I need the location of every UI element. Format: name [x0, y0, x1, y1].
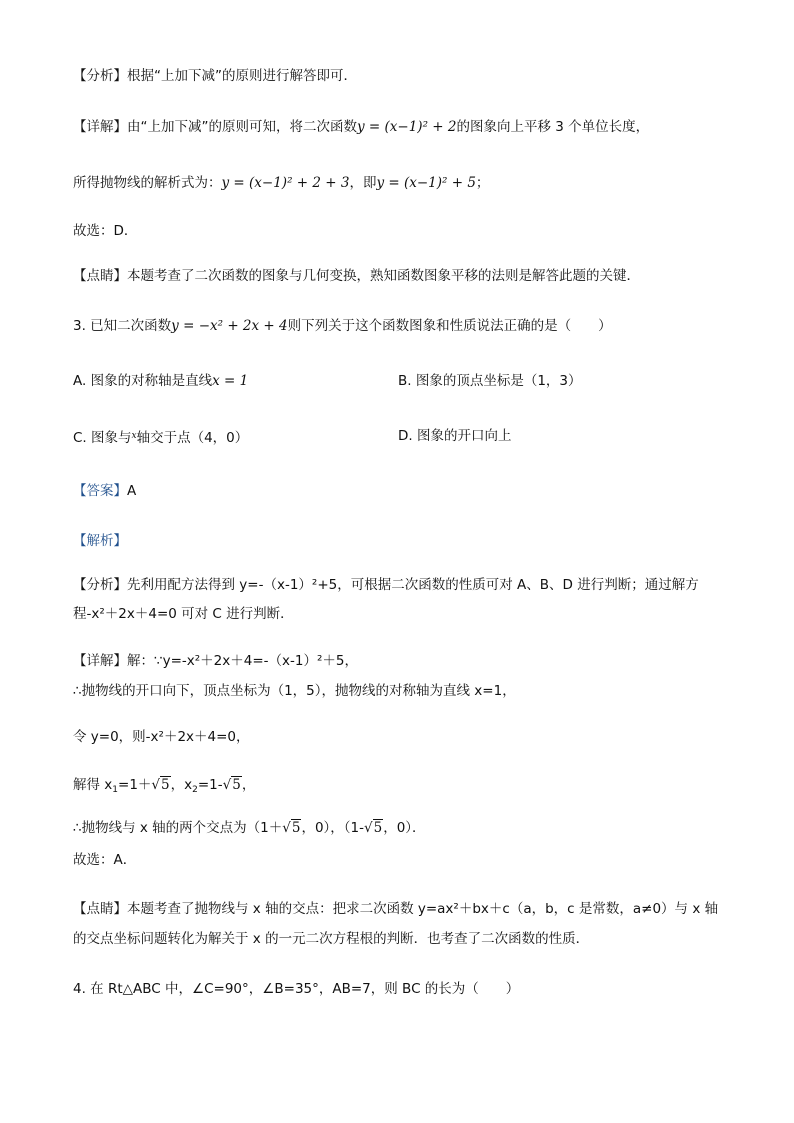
analysis-tag: 【分析】	[73, 68, 127, 84]
detail-formula: y = (x−1)² + 2	[357, 119, 457, 135]
q3-xiangjie-tag: 【详解】	[73, 653, 127, 669]
q4-stem-text: 4. 在 Rt△ABC 中，∠C=90°，∠B=35°，AB=7，则 BC 的长为（ ）	[73, 981, 520, 997]
choice-text: 故选：D．	[73, 223, 138, 239]
q3-solve-prefix: 解得 x	[73, 777, 113, 793]
q3-xiangjie-text-3: 令 y=0，则-x²＋2x＋4=0，	[73, 729, 250, 745]
sqrt-symbol: √5	[364, 820, 383, 836]
q3-dianjing-tag: 【点睛】	[73, 901, 127, 917]
analysis-line	[73, 66, 357, 86]
detail-tag: 【详解】	[73, 119, 127, 135]
q3-fenxi-text-1: 先利用配方法得到 y=-（x-1）²+5，可根据二次函数的性质可对 A、B、D 进行判断；通过解方	[127, 577, 699, 593]
sqrt-symbol: √5	[282, 820, 301, 836]
q3-option-c-text-b: 轴交于点（4，0）	[136, 430, 249, 446]
sqrt-symbol: √5	[151, 777, 170, 793]
q3-answer-tag: 【答案】	[73, 483, 127, 499]
q3-choice-text: 故选：A．	[73, 852, 137, 868]
q3-fenxi-tag: 【分析】	[73, 577, 127, 593]
q3-dianjing-1	[73, 899, 718, 919]
q3-solve-x1: =1＋	[118, 777, 152, 793]
sqrt-radicand: 5	[161, 777, 170, 793]
q3-analysis-tag: 【解析】	[73, 533, 127, 549]
choice-line	[73, 221, 137, 241]
q3-option-c-text-a: C. 图象与	[73, 430, 132, 446]
q3-xiangjie-text-2: ∴抛物线的开口向下，顶点坐标为（1，5），抛物线的对称轴为直线 x=1，	[73, 683, 516, 699]
q3-sub-2: 2	[192, 785, 198, 795]
result-line	[73, 173, 489, 193]
detail-text-b: 的图象向上平移 3 个单位长度，	[456, 119, 650, 135]
q3-answer	[73, 481, 136, 501]
q3-stem-b: 则下列关于这个函数图象和性质说法正确的是（ ）	[287, 318, 612, 334]
q3-intersect-a: ∴抛物线与 x 轴的两个交点为（1＋	[73, 820, 283, 836]
comment-line	[73, 266, 640, 286]
q3-option-b-text: B. 图象的顶点坐标是（1，3）	[398, 373, 582, 389]
q3-solve-end: ，	[241, 777, 256, 793]
q3-dianjing-text-2: 的交点坐标问题转化为解关于 x 的一元二次方程根的判断．也考查了二次函数的性质．	[73, 931, 590, 947]
q3-fenxi-text-2: 程-x²＋2x＋4=0 可对 C 进行判断．	[73, 606, 294, 622]
q3-xiangjie-3	[73, 727, 250, 747]
q3-xiangjie-6	[73, 850, 136, 870]
q4-stem	[73, 979, 519, 999]
q3-solve-sep: ，x	[170, 777, 193, 793]
result-text-a: 所得抛物线的解析式为：	[73, 175, 222, 191]
q3-option-a-formula: x = 1	[212, 373, 249, 389]
q3-dianjing-2	[73, 929, 589, 949]
q3-option-b	[398, 371, 582, 391]
sqrt-symbol: √5	[222, 777, 241, 793]
result-formula-a: y = (x−1)² + 2 + 3	[221, 175, 350, 191]
q3-fenxi-1	[73, 575, 699, 595]
q3-xiangjie-5	[73, 818, 426, 838]
q3-sub-1: 1	[112, 785, 119, 795]
comment-text: 本题考查了二次函数的图象与几何变换，熟知函数图象平移的法则是解答此题的关键．	[127, 268, 640, 284]
q3-intersect-b: ，0），（1-	[301, 820, 365, 836]
q3-option-a	[73, 371, 248, 391]
sqrt-radicand: 5	[291, 820, 301, 836]
analysis-text: 根据“上加下减”的原则进行解答即可．	[127, 68, 357, 84]
detail-text-a: 由“上加下减”的原则可知，将二次函数	[127, 119, 357, 135]
sqrt-radicand: 5	[232, 777, 241, 793]
result-formula-b: y = (x−1)² + 5	[376, 175, 476, 191]
q3-option-c-x: x	[131, 431, 137, 441]
q3-answer-value: A	[127, 483, 137, 499]
q3-option-a-text: A. 图象的对称轴是直线	[73, 373, 213, 389]
q3-solve-x2: =1-	[197, 777, 223, 793]
q3-xiangjie-1	[73, 651, 358, 671]
q3-stem	[73, 316, 612, 336]
q3-fenxi-2	[73, 604, 294, 624]
result-text-b: ，即	[349, 175, 377, 191]
q3-analysis-heading	[73, 531, 127, 551]
q3-intersect-c: ，0）．	[383, 820, 426, 836]
comment-tag: 【点睛】	[73, 268, 127, 284]
q3-xiangjie-4	[73, 775, 255, 795]
detail-line	[73, 117, 649, 137]
q3-option-c	[73, 426, 248, 448]
q3-stem-a: 3. 已知二次函数	[73, 318, 172, 334]
q3-stem-formula: y = −x² + 2x + 4	[171, 318, 288, 334]
q3-dianjing-text-1: 本题考查了抛物线与 x 轴的交点：把求二次函数 y=ax²＋bx＋c（a，b，c 是常数，a≠0）与 x 轴	[127, 901, 719, 917]
q3-option-d-text: D. 图象的开口向上	[398, 428, 512, 444]
q3-xiangjie-text-1: 解：∵y=-x²＋2x＋4=-（x-1）²＋5，	[127, 653, 358, 669]
q3-xiangjie-2	[73, 681, 516, 701]
result-text-c: ；	[475, 175, 490, 191]
sqrt-radicand: 5	[373, 820, 383, 836]
q3-option-d	[398, 426, 511, 446]
